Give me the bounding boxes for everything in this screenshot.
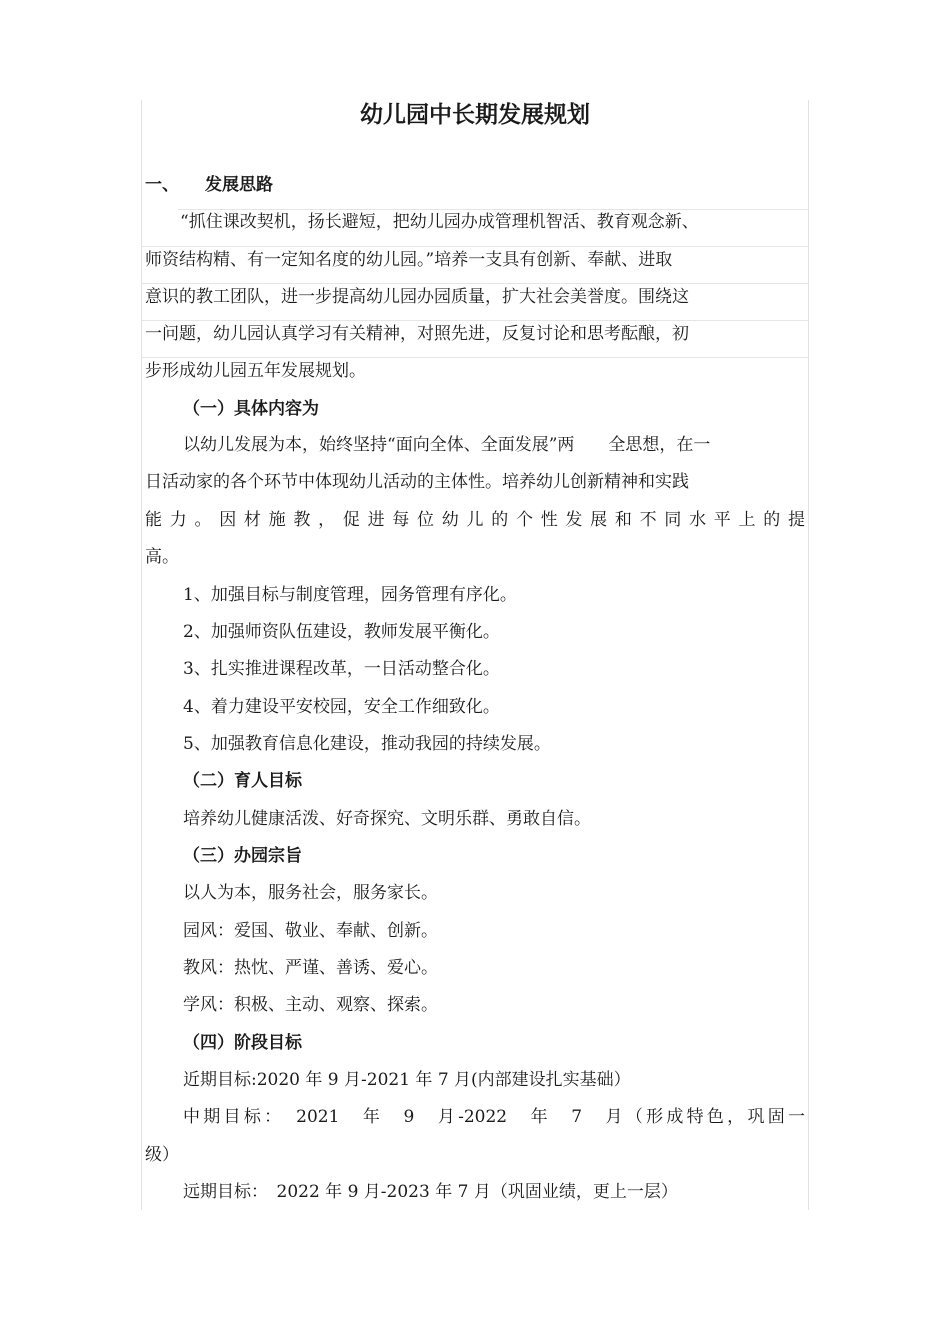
intro-line: 步形成幼儿园五年发展规划。 bbox=[145, 361, 366, 381]
stage-goal-near: 近期目标:2020 年 9 月-2021 年 7 月(内部建设扎实基础） bbox=[183, 1070, 631, 1090]
paragraph-line: 日活动家的各个环节中体现幼儿活动的主体性。培养幼儿创新精神和实践 bbox=[145, 472, 689, 492]
list-item: 4、着力建设平安校园，安全工作细致化。 bbox=[183, 697, 500, 717]
paragraph-line: 教风：热忱、严谨、善诱、爱心。 bbox=[183, 958, 438, 978]
right-frame-line bbox=[808, 100, 809, 1210]
intro-line: “抓住课改契机，扬长避短，把幼儿园办成管理机智活、教育观念新、 bbox=[180, 212, 699, 232]
paragraph-line: 园风：爱国、敬业、奉献、创新。 bbox=[183, 921, 438, 941]
row-line bbox=[141, 320, 808, 321]
row-line bbox=[141, 283, 808, 284]
intro-line: 意识的教工团队，进一步提高幼儿园办园质量，扩大社会美誉度。围绕这 bbox=[145, 287, 689, 307]
paragraph-line: 以幼儿发展为本，始终坚持“面向全体、全面发展”两 全思想，在一 bbox=[183, 435, 711, 455]
row-line bbox=[141, 357, 808, 358]
list-item: 1、加强目标与制度管理，园务管理有序化。 bbox=[183, 585, 517, 605]
paragraph-line: 高。 bbox=[145, 547, 179, 567]
list-item: 3、扎实推进课程改革，一日活动整合化。 bbox=[183, 659, 500, 679]
subsection-heading: （四）阶段目标 bbox=[183, 1033, 302, 1053]
stage-goal-far: 远期目标： 2022 年 9 月-2023 年 7 月（巩固业绩，更上一层） bbox=[183, 1182, 678, 1202]
stage-goal-mid: 中期目标： 2021 年 9 月-2022 年 7 月（形成特色，巩固一 bbox=[183, 1107, 805, 1127]
subsection-heading: （三）办园宗旨 bbox=[183, 846, 302, 866]
intro-line: 师资结构精、有一定知名度的幼儿园。”培养一支具有创新、奉献、进取 bbox=[145, 250, 673, 270]
list-item: 5、加强教育信息化建设，推动我园的持续发展。 bbox=[183, 734, 551, 754]
paragraph-line: 培养幼儿健康活泼、好奇探究、文明乐群、勇敢自信。 bbox=[183, 809, 591, 829]
section-number: 一、 bbox=[145, 175, 179, 195]
paragraph-line: 学风：积极、主动、观察、探索。 bbox=[183, 995, 438, 1015]
list-item: 2、加强师资队伍建设，教师发展平衡化。 bbox=[183, 622, 500, 642]
paragraph-line: 以人为本，服务社会，服务家长。 bbox=[183, 883, 438, 903]
left-frame-line bbox=[141, 100, 142, 1210]
page-title: 幼儿园中长期发展规划 bbox=[360, 102, 590, 128]
intro-line: 一问题，幼儿园认真学习有关精神，对照先进，反复讨论和思考酝酿，初 bbox=[145, 324, 689, 344]
stage-goal-mid-cont: 级） bbox=[145, 1145, 179, 1165]
subsection-heading: （二）育人目标 bbox=[183, 771, 302, 791]
row-line bbox=[178, 209, 808, 210]
paragraph-line: 能力。因材施教，促进每位幼儿的个性发展和不同水平上的提 bbox=[145, 510, 805, 530]
row-line bbox=[141, 246, 808, 247]
section-heading: 发展思路 bbox=[205, 175, 273, 195]
subsection-heading: （一）具体内容为 bbox=[183, 399, 319, 419]
